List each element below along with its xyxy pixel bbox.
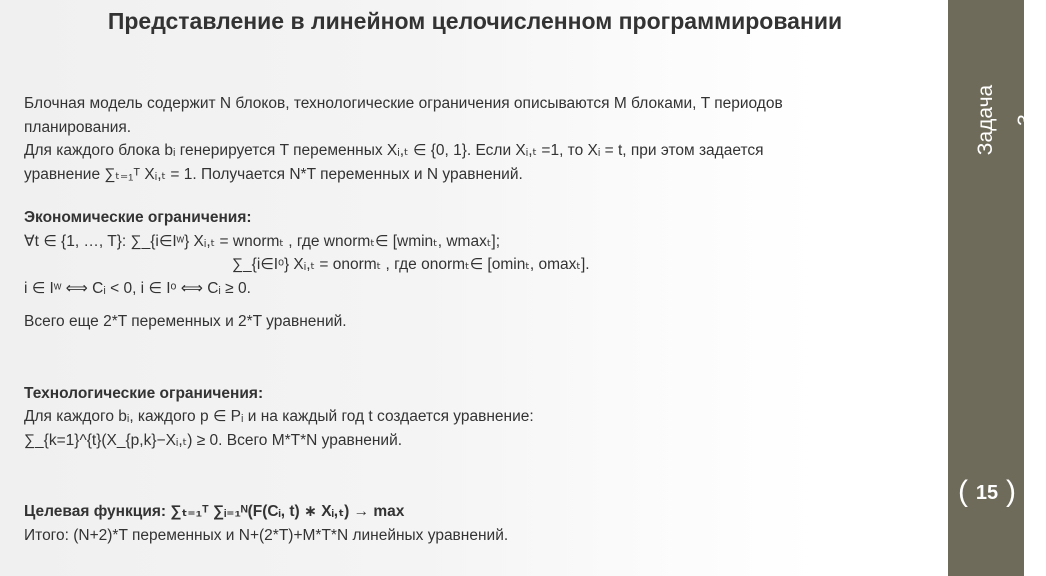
intro-line-3: Для каждого блока bᵢ генерируется T переменных Xᵢ,ₜ ∈ {0, 1}. Если Xᵢ,ₜ =1, то Xᵢ = t, при этом задается — [24, 142, 764, 159]
badge-left-bracket: ( — [958, 475, 968, 508]
badge-right-bracket: ) — [1006, 475, 1016, 508]
econ-line-1: ∀t ∈ {1, …, T}: ∑_{i∈Iʷ} Xᵢ,ₜ = wnormₜ , где wnormₜ∈ [wminₜ, wmaxₜ]; — [24, 232, 501, 250]
econ-line-3: i ∈ Iʷ ⟺ Cᵢ < 0, i ∈ Iᵒ ⟺ Cᵢ ≥ 0. — [24, 279, 251, 297]
objective-function: Целевая функция: ∑ₜ₌₁ᵀ ∑ᵢ₌₁ᴺ(F(Cᵢ, t) ∗ Xᵢ,ₜ) → max — [24, 503, 405, 520]
total-line: Итого: (N+2)*T переменных и N+(2*T)+M*T*N линейных уравнений. — [24, 526, 509, 544]
intro-line-2: планирования. — [24, 118, 132, 136]
page-number-badge — [958, 473, 1016, 515]
page-number: 15 — [975, 482, 999, 504]
intro-line-1: Блочная модель содержит N блоков, технологические ограничения описываются M блоками, T периодов — [24, 95, 783, 112]
econ-heading: Экономические ограничения: — [24, 209, 252, 226]
econ-line-2: ∑_{i∈Iᵒ} Xᵢ,ₜ = onormₜ , где onormₜ∈ [ominₜ, omaxₜ]. — [232, 256, 590, 273]
slide-body — [24, 92, 934, 547]
econ-line-4: Всего еще 2*T переменных и 2*T уравнений. — [24, 313, 347, 330]
tech-heading: Технологические ограничения: — [24, 384, 264, 402]
tech-line-1: Для каждого bᵢ, каждого p ∈ Pᵢ и на каждый год t создается уравнение: — [24, 408, 534, 425]
slide-title: Представление в линейном целочисленном программировании — [107, 8, 843, 34]
tech-line-2: ∑_{k=1}^{t}(X_{p,k}−Xᵢ,ₜ) ≥ 0. Всего M*T*N уравнений. — [24, 431, 403, 449]
intro-line-4: уравнение ∑ₜ₌₁ᵀ Xᵢ,ₜ = 1. Получается N*T переменных и N уравнений. — [24, 165, 523, 183]
side-label: Задача 3 — [974, 84, 1037, 156]
